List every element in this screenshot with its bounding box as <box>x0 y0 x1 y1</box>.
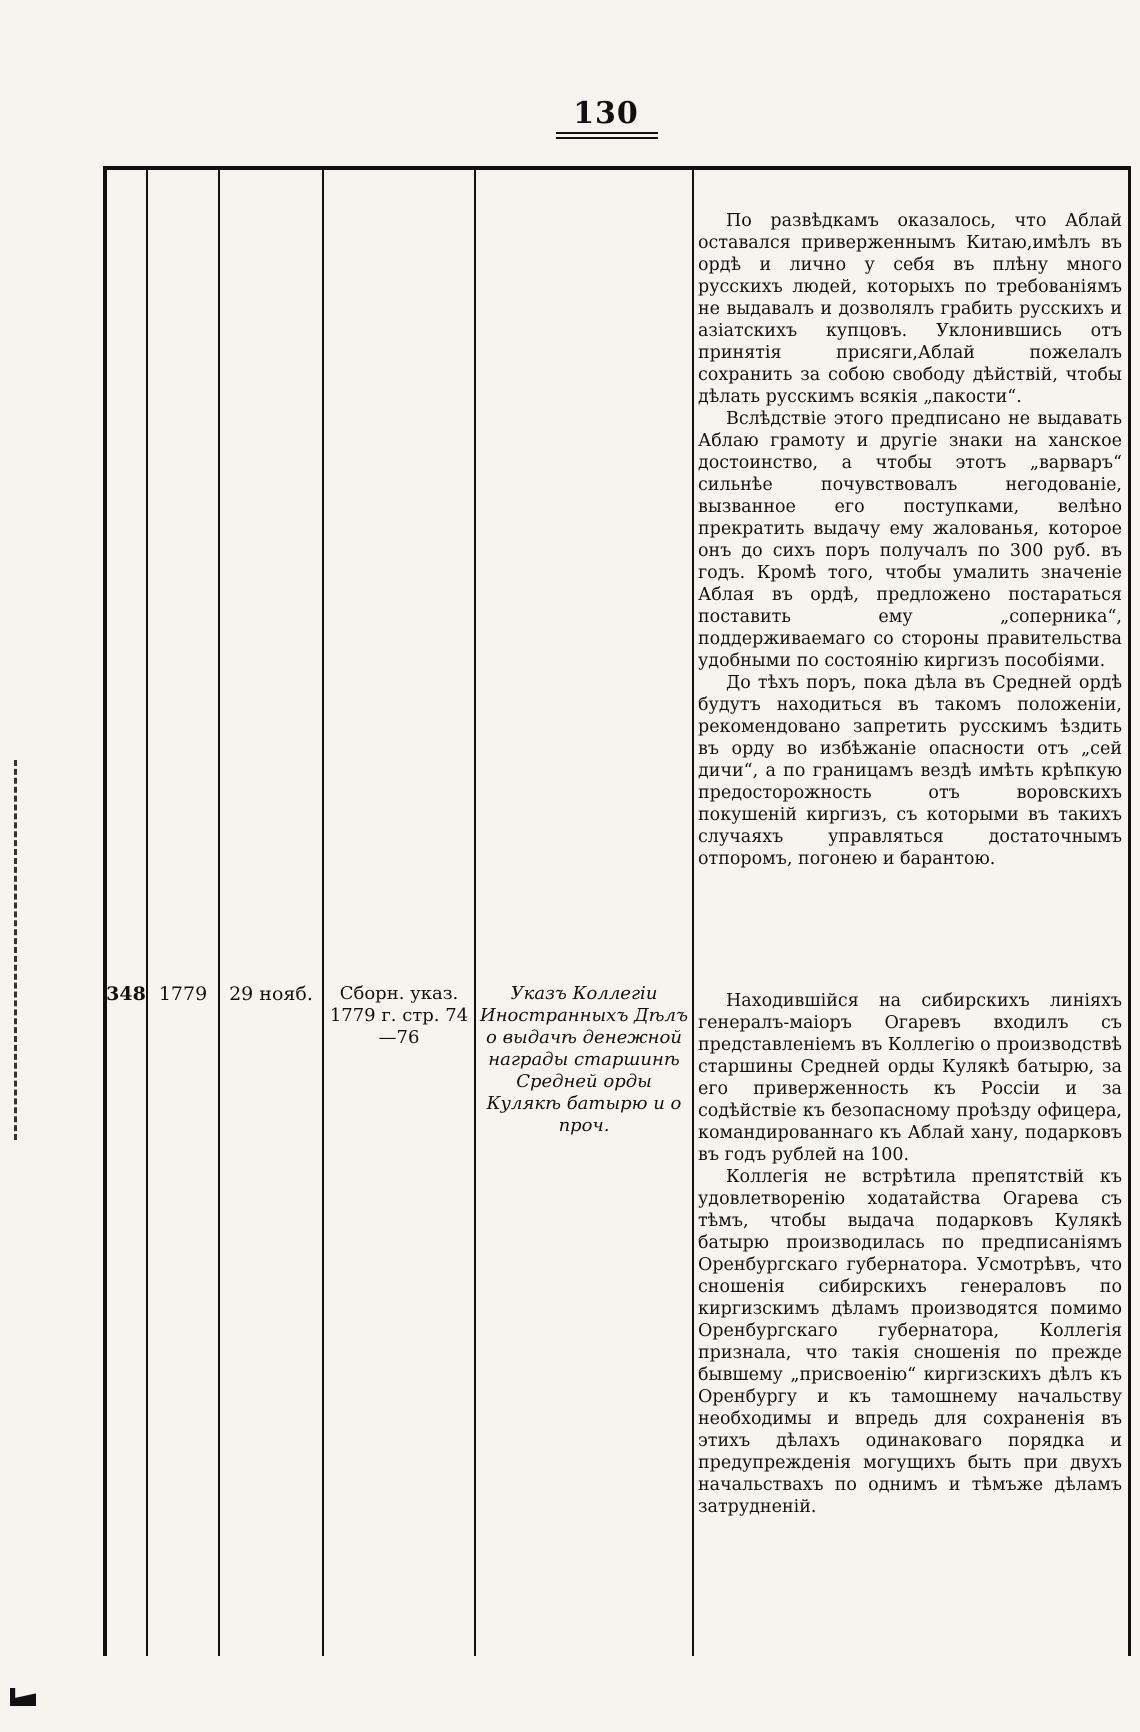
paragraph: До тѣхъ поръ, пока дѣла въ Средней ордѣ будутъ находиться въ такомъ положеніи, рекомендовано запретить русскимъ ѣздить въ орду во избѣжаніе опасности отъ „сей дичи“, а по границамъ вездѣ имѣть крѣпкую предосторожность отъ воровскихъ покушеній киргизъ, съ которыми въ такихъ случаяхъ управляться достаточнымъ отпоромъ, погонею и барантою. <box>698 673 1122 869</box>
paragraph: По развѣдкамъ оказалось, что Аблай оставался приверженнымъ Китаю,имѣлъ въ ордѣ и лично у себя въ плѣну много русскихъ людей, которыхъ по требованіямъ не выдавалъ и дозволялъ грабить русскихъ и азіатскихъ купцовъ. Уклонившись отъ принятія присяги,Аблай пожелалъ сохранить за собою свободу дѣйствій, чтобы дѣлать русскимъ всякія „пакости“. <box>698 211 1122 407</box>
entry-source: Сборн. указ. 1779 г. стр. 74—76 <box>329 983 469 1048</box>
continued-text <box>698 210 1122 870</box>
table-top-border <box>103 166 1130 170</box>
margin-marks <box>14 760 27 1140</box>
entry-date: 29 нояб. <box>229 983 313 1005</box>
paragraph: Вслѣдствіе этого предписано не выдавать Аблаю грамоту и другіе знаки на ханское достоинство, а чтобы этотъ „варваръ“ сильнѣе почувствовалъ негодованіе, вызванное его поступками, велѣно прекратить выдачу ему жалованья, которое онъ до сихъ поръ получалъ по 300 руб. въ годъ. Кромѣ того, чтобы умалить значеніе Аблая въ ордѣ, предложено постараться поставить ему „соперника“, поддерживаемаго со стороны правительства удобными по состоянію киргизъ пособіями. <box>698 409 1122 671</box>
column-divider-year <box>218 166 220 1656</box>
corner-mark <box>10 1688 36 1706</box>
column-divider-source <box>474 166 476 1656</box>
column-divider-number <box>146 166 148 1656</box>
entry-number: 348 <box>106 983 146 1005</box>
entry-title: Указъ Коллегіи Иностранныхъ Дѣлъ о выдачѣ денежной награды старшинѣ Средней орды Кулякѣ батырю и о проч. <box>480 983 689 1136</box>
page-number-rule-top <box>556 132 658 134</box>
paragraph: Коллегія не встрѣтила препятствій къ удовлетворенію ходатайства Огарева съ тѣмъ, чтобы выдача подарковъ Кулякѣ батырю производилась по предписаніямъ Оренбургскаго губернатора. Усмотрѣвъ, что сношенія сибирскихъ генераловъ по киргизскимъ дѣламъ производятся помимо Оренбургскаго губернатора, Коллегія признала, что такія сношенія по прежде бывшему „присвоенію“ киргизскихъ дѣлъ къ Оренбургу и къ тамошнему начальству необходимы и впредь для сохраненія въ этихъ дѣлахъ одинаковаго порядка и предупрежденія могущихъ быть при двухъ начальствахъ по однимъ и тѣмъже дѣламъ затрудненій. <box>698 1167 1122 1517</box>
page-number-rule-bottom <box>556 137 658 139</box>
column-divider-title <box>692 166 694 1656</box>
entry-year: 1779 <box>158 983 208 1005</box>
entry-text <box>698 990 1122 1518</box>
column-divider-date <box>322 166 324 1656</box>
page-number: 130 <box>573 96 639 131</box>
paragraph: Находившійся на сибирскихъ линіяхъ генералъ-маіоръ Огаревъ входилъ съ представленіемъ въ Коллегію о производствѣ старшины Средней орды Кулякѣ батырю, за его приверженность къ Россіи и за содѣйствіе къ безопасному проѣзду офицера, командированнаго къ Аблай хану, подарковъ въ годъ рублей на 100. <box>698 991 1122 1165</box>
table-left-border <box>103 166 107 1656</box>
table-right-border <box>1128 166 1131 1656</box>
